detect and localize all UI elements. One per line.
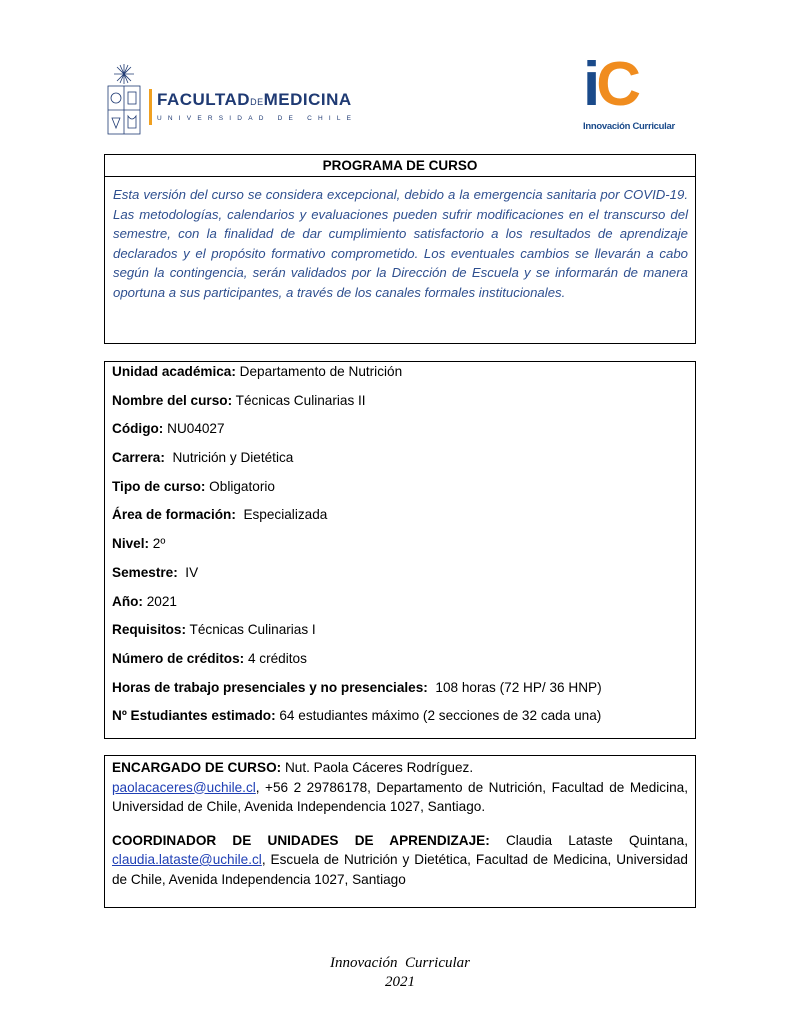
coordinador-paragraph: COORDINADOR DE UNIDADES DE APRENDIZAJE: Claudia Lataste Quintana, claudia.lataste@uchile.cl, Escuela de Nutrición y Dietética, Facultad de Medicina, Universidad de Chile, Avenida Independencia 1027, Santiago (112, 832, 688, 887)
info-area: Área de formación: Especializada (112, 507, 328, 523)
encargado-email-link[interactable]: paolacaceres@uchile.cl (112, 779, 256, 795)
info-creditos: Número de créditos: 4 créditos (112, 650, 307, 666)
footer-line-1: Innovación Curricular (330, 955, 470, 971)
info-nombre: Nombre del curso: Técnicas Culinarias II (112, 392, 366, 408)
programa-heading: PROGRAMA DE CURSO (105, 155, 695, 177)
info-nivel: Nivel: 2º (112, 536, 166, 552)
facultad-title: FACULTADDEMEDICINA (157, 90, 352, 109)
logo-divider (149, 89, 152, 125)
encargado-paragraph: ENCARGADO DE CURSO: Nut. Paola Cáceres Rodríguez. paolacaceres@uchile.cl, +56 2 29786178, Departamento de Nutrición, Facultad de Medicina, Universidad de Chile, Avenida Independencia 1027, Santiago. (112, 760, 688, 814)
info-requisitos: Requisitos: Técnicas Culinarias I (112, 622, 316, 638)
footer-line-2: 2021 (385, 974, 415, 990)
info-semestre: Semestre: IV (112, 564, 199, 580)
info-tipo: Tipo de curso: Obligatorio (112, 478, 275, 494)
ic-caption: Innovación Curricular (583, 121, 675, 132)
page-footer (0, 954, 800, 992)
course-info-box (104, 361, 696, 739)
innovacion-curricular-logo (575, 50, 675, 137)
university-crest-icon (105, 62, 143, 138)
ic-monogram: iC (583, 50, 638, 119)
contacts-box (104, 755, 696, 908)
covid-notice: Esta versión del curso se considera excepcional, debido a la emergencia sanitaria por COVID-19. Las metodologías, calendarios y evaluaciones pueden sufrir modificaciones en el transcurso del semestre, con la finalidad de dar cumplimiento satisfactorio a los resultados de aprendizaje declarados y el propósito formativo comprometido. Los eventuales cambios se llevarán a cabo según la contingencia, serán validados por la Dirección de Escuela y se informarán de manera oportuna a sus participantes, a través de los canales formales institucionales. (113, 187, 688, 300)
info-horas: Horas de trabajo presenciales y no presenciales: 108 horas (72 HP/ 36 HNP) (112, 679, 602, 695)
info-estudiantes: Nº Estudiantes estimado: 64 estudiantes máximo (2 secciones de 32 cada una) (112, 708, 602, 724)
info-codigo: Código: NU04027 (112, 421, 225, 437)
info-carrera: Carrera: Nutrición y Dietética (112, 450, 294, 466)
facultad-medicina-logo (105, 62, 358, 138)
info-anio: Año: 2021 (112, 593, 177, 609)
programa-box (104, 154, 696, 344)
universidad-subtitle: UNIVERSIDAD DE CHILE (157, 115, 358, 122)
coordinador-email-link[interactable]: claudia.lataste@uchile.cl (112, 852, 262, 867)
info-unidad: Unidad académica: Departamento de Nutrición (112, 364, 403, 379)
